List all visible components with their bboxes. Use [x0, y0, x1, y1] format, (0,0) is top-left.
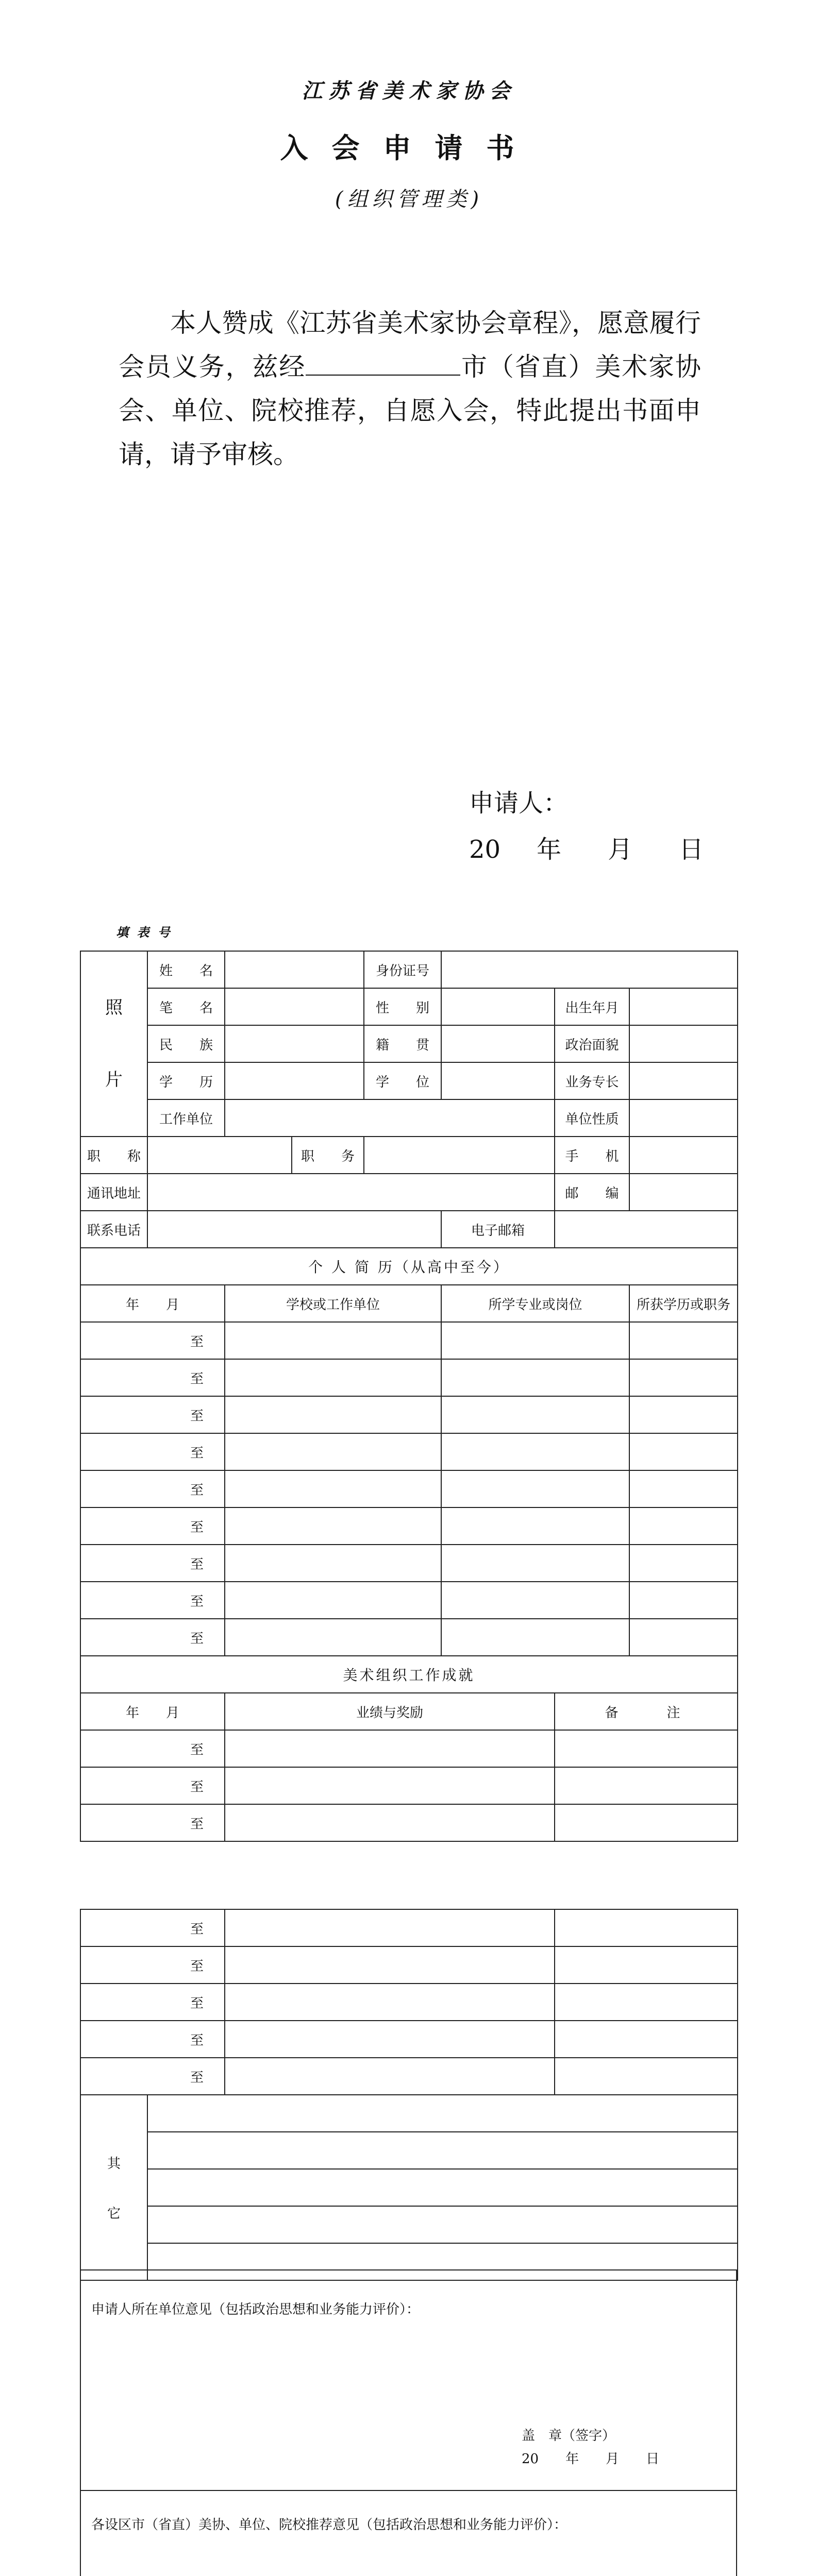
resume-school-cell[interactable]: [225, 1359, 441, 1396]
table-row: [80, 1396, 738, 1433]
exhibit-cell[interactable]: [225, 1946, 555, 1984]
photo-cell[interactable]: [80, 951, 147, 1137]
table-row: [80, 1946, 738, 1984]
id-number-field[interactable]: [441, 951, 738, 988]
table-row: [80, 1767, 738, 1804]
political-status-field[interactable]: [629, 1025, 738, 1062]
table-row: [80, 1619, 738, 1656]
political-status-label: 政治面貌: [555, 1025, 629, 1062]
table-row: [80, 1099, 738, 1137]
exhibit-cell[interactable]: [225, 2058, 555, 2095]
exhibition-table: [80, 1909, 738, 2281]
email-label: 电子邮箱: [441, 1211, 555, 1248]
gender-label: 性 别: [364, 988, 441, 1025]
table-row: [80, 1909, 738, 1946]
degree-field[interactable]: [441, 1062, 555, 1099]
id-number-label: 身份证号: [364, 951, 441, 988]
pen-name-field[interactable]: [225, 988, 364, 1025]
exhibit-remarks-cell[interactable]: [555, 2021, 738, 2058]
basic-info-table: [80, 951, 738, 1842]
pen-name-label: 笔 名: [147, 988, 225, 1025]
specialty-label: 业务专长: [555, 1062, 629, 1099]
resume-major-cell[interactable]: [441, 1396, 629, 1433]
city-opinion-box[interactable]: [80, 2491, 737, 2576]
table-row: [80, 1137, 738, 1174]
unit-opinion-box[interactable]: [80, 2269, 737, 2491]
resume-school-cell[interactable]: [225, 1619, 441, 1656]
org-remarks-cell[interactable]: [555, 1767, 738, 1804]
table-row: [80, 1656, 738, 1693]
resume-date-cell[interactable]: 至: [80, 1619, 225, 1656]
table-row: [80, 1322, 738, 1359]
intro-text-1: 本人赞成《江苏省美术家协会章程》，愿意履行会员义务，兹经: [119, 308, 701, 382]
table-row: [80, 1693, 738, 1730]
exhibit-cell[interactable]: [225, 1984, 555, 2021]
exhibit-remarks-cell[interactable]: [555, 1946, 738, 1984]
native-place-label: 籍 贯: [364, 1025, 441, 1062]
table-row: [80, 1359, 738, 1396]
exhibit-date-cell[interactable]: 至: [80, 1984, 225, 2021]
email-field[interactable]: [555, 1211, 738, 1248]
resume-date-cell[interactable]: 至: [80, 1322, 225, 1359]
resume-section-title: 个 人 简 历（从高中至今）: [80, 1248, 738, 1285]
table-row: [80, 1285, 738, 1322]
mobile-label: 手 机: [555, 1137, 629, 1174]
table-row: [80, 1730, 738, 1767]
exhibit-date-cell[interactable]: 至: [80, 2058, 225, 2095]
gender-field[interactable]: [441, 988, 555, 1025]
exhibit-cell[interactable]: [225, 2021, 555, 2058]
exhibit-remarks-cell[interactable]: [555, 2058, 738, 2095]
resume-major-cell[interactable]: [441, 1619, 629, 1656]
resume-degree-cell[interactable]: [629, 1507, 738, 1545]
resume-date-cell[interactable]: 至: [80, 1433, 225, 1470]
table-row: [80, 1470, 738, 1507]
title-field[interactable]: [147, 1137, 292, 1174]
unit-seal-label: 盖 章（签字）: [522, 2428, 616, 2444]
table-row: [80, 2132, 738, 2169]
date-prefix: 20: [469, 835, 501, 864]
resume-school-cell[interactable]: [225, 1322, 441, 1359]
resume-degree-cell[interactable]: [629, 1545, 738, 1582]
table-row: [80, 1582, 738, 1619]
resume-degree-cell[interactable]: [629, 1582, 738, 1619]
resume-school-cell[interactable]: [225, 1396, 441, 1433]
address-label: 通讯地址: [80, 1174, 147, 1211]
resume-school-cell[interactable]: [225, 1582, 441, 1619]
resume-degree-cell[interactable]: [629, 1619, 738, 1656]
fill-number-label: 填 表 号: [116, 925, 172, 940]
org-header-remarks: 备 注: [555, 1693, 738, 1730]
table-row: [80, 2058, 738, 2095]
unit-opinion-label: 申请人所在单位意见（包括政治思想和业务能力评价）：: [91, 2302, 420, 2317]
photo-label-2: 片: [105, 1070, 123, 1090]
resume-degree-cell[interactable]: [629, 1322, 738, 1359]
org-work-section-title: 美术组织工作成就: [80, 1656, 738, 1693]
other-line[interactable]: [147, 2169, 738, 2206]
photo-label: 照: [105, 997, 123, 1018]
other-label-2: 它: [107, 2206, 121, 2222]
page-subtitle: (组织管理类): [335, 188, 483, 211]
name-label: 姓 名: [147, 951, 225, 988]
resume-degree-cell[interactable]: [629, 1359, 738, 1396]
other-label-cell: [80, 2095, 147, 2280]
org-remarks-cell[interactable]: [555, 1730, 738, 1767]
org-date-cell[interactable]: 至: [80, 1730, 225, 1767]
resume-major-cell[interactable]: [441, 1322, 629, 1359]
table-row: [80, 1025, 738, 1062]
intro-paragraph: [119, 301, 701, 477]
table-row: [80, 2095, 738, 2132]
position-field[interactable]: [364, 1137, 555, 1174]
org-header: 江苏省美术家协会: [302, 79, 516, 103]
intro-text-2: 市（省直）美术家协会、单位、院校推荐，自愿入会，特此提出书面申请，请予审核。: [119, 352, 701, 469]
org-date-cell[interactable]: 至: [80, 1767, 225, 1804]
other-line[interactable]: [147, 2132, 738, 2169]
resume-degree-cell[interactable]: [629, 1470, 738, 1507]
exhibit-date-cell[interactable]: 至: [80, 1909, 225, 1946]
org-header-date: 年 月: [80, 1693, 225, 1730]
exhibit-date-cell[interactable]: 至: [80, 1946, 225, 1984]
other-line[interactable]: [147, 2095, 738, 2132]
resume-date-cell[interactable]: 至: [80, 1470, 225, 1507]
resume-date-cell[interactable]: 至: [80, 1396, 225, 1433]
org-achievement-cell[interactable]: [225, 1804, 555, 1841]
unit-date-line: 20 年 月 日: [522, 2451, 660, 2467]
table-row: [80, 2169, 738, 2206]
city-opinion-label: 各设区市（省直）美协、单位、院校推荐意见（包括政治思想和业务能力评价）：: [91, 2517, 567, 2533]
name-field[interactable]: [225, 951, 364, 988]
resume-school-cell[interactable]: [225, 1545, 441, 1582]
resume-date-cell[interactable]: 至: [80, 1582, 225, 1619]
resume-school-cell[interactable]: [225, 1470, 441, 1507]
resume-school-cell[interactable]: [225, 1433, 441, 1470]
exhibit-remarks-cell[interactable]: [555, 1909, 738, 1946]
applicant-label: 申请人：: [469, 789, 569, 818]
table-row: [80, 1433, 738, 1470]
mobile-field[interactable]: [629, 1137, 738, 1174]
resume-header-major: 所学专业或岗位: [441, 1285, 629, 1322]
phone-label: 联系电话: [80, 1211, 147, 1248]
birth-label: 出生年月: [555, 988, 629, 1025]
table-row: [80, 1984, 738, 2021]
specialty-field[interactable]: [629, 1062, 738, 1099]
education-field[interactable]: [225, 1062, 364, 1099]
unit-nature-label: 单位性质: [555, 1099, 629, 1137]
org-remarks-cell[interactable]: [555, 1804, 738, 1841]
table-row: [80, 1174, 738, 1211]
date-day-label: 日: [679, 835, 704, 864]
table-row: [80, 988, 738, 1025]
unit-nature-field[interactable]: [629, 1099, 738, 1137]
resume-major-cell[interactable]: [441, 1470, 629, 1507]
table-row: [80, 1211, 738, 1248]
org-header-achievement: 业绩与奖励: [225, 1693, 555, 1730]
page-title: 入会申请书: [280, 131, 538, 164]
resume-degree-cell[interactable]: [629, 1433, 738, 1470]
postcode-field[interactable]: [629, 1174, 738, 1211]
resume-major-cell[interactable]: [441, 1507, 629, 1545]
exhibit-cell[interactable]: [225, 1909, 555, 1946]
resume-major-cell[interactable]: [441, 1433, 629, 1470]
table-row: [80, 2021, 738, 2058]
workplace-label: 工作单位: [147, 1099, 225, 1137]
ethnicity-field[interactable]: [225, 1025, 364, 1062]
workplace-field[interactable]: [225, 1099, 555, 1137]
address-field[interactable]: [147, 1174, 555, 1211]
resume-school-cell[interactable]: [225, 1507, 441, 1545]
resume-header-degree: 所获学历或职务: [629, 1285, 738, 1322]
table-row: [80, 1062, 738, 1099]
resume-date-cell[interactable]: 至: [80, 1507, 225, 1545]
birth-field[interactable]: [629, 988, 738, 1025]
resume-major-cell[interactable]: [441, 1359, 629, 1396]
table-row: [80, 1507, 738, 1545]
resume-header-date: 年 月: [80, 1285, 225, 1322]
table-row: [80, 1248, 738, 1285]
org-date-cell[interactable]: 至: [80, 1804, 225, 1841]
degree-label: 学 位: [364, 1062, 441, 1099]
date-year-label: 年: [537, 835, 562, 864]
table-row: [80, 2206, 738, 2243]
org-achievement-cell[interactable]: [225, 1730, 555, 1767]
postcode-label: 邮 编: [555, 1174, 629, 1211]
resume-date-cell[interactable]: 至: [80, 1545, 225, 1582]
exhibit-date-cell[interactable]: 至: [80, 2021, 225, 2058]
exhibit-remarks-cell[interactable]: [555, 1984, 738, 2021]
application-date: [469, 829, 704, 865]
education-label: 学 历: [147, 1062, 225, 1099]
ethnicity-label: 民 族: [147, 1025, 225, 1062]
other-label: 其: [107, 2156, 121, 2172]
resume-header-school: 学校或工作单位: [225, 1285, 441, 1322]
position-label: 职 务: [292, 1137, 364, 1174]
resume-date-cell[interactable]: 至: [80, 1359, 225, 1396]
title-label: 职 称: [80, 1137, 147, 1174]
phone-field[interactable]: [147, 1211, 441, 1248]
resume-major-cell[interactable]: [441, 1545, 629, 1582]
resume-degree-cell[interactable]: [629, 1396, 738, 1433]
date-month-label: 月: [608, 835, 633, 864]
native-place-field[interactable]: [441, 1025, 555, 1062]
table-row: [80, 1804, 738, 1841]
table-row: [80, 951, 738, 988]
resume-major-cell[interactable]: [441, 1582, 629, 1619]
other-line[interactable]: [147, 2206, 738, 2243]
table-row: [80, 1545, 738, 1582]
city-blank-line[interactable]: [306, 353, 460, 376]
org-achievement-cell[interactable]: [225, 1767, 555, 1804]
